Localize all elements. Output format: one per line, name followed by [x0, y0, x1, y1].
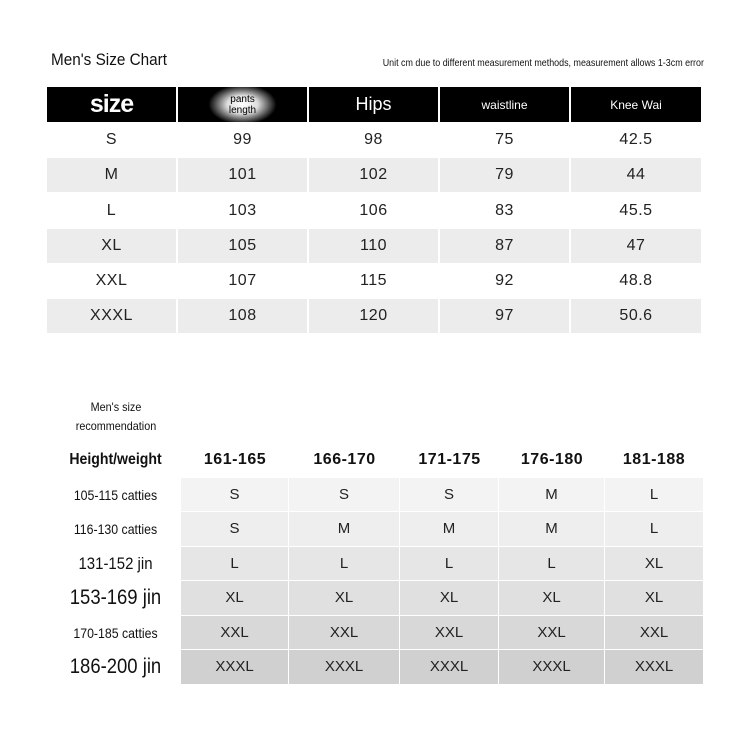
weight-label: 116-130 catties	[73, 521, 158, 538]
table-cell: XL	[47, 229, 176, 263]
header-knee: Knee Wai	[571, 87, 701, 122]
corner-label: Height/weight	[69, 451, 162, 469]
weight-label: 131-152 jin	[78, 553, 153, 573]
recommended-size-cell: XL	[181, 581, 289, 616]
recommended-size-cell: XXXL	[289, 650, 400, 685]
recommended-size-cell: XXL	[499, 616, 605, 651]
table-cell: 79	[440, 158, 569, 192]
recommended-size-cell: S	[400, 478, 499, 513]
size-chart-body	[47, 123, 703, 333]
recommended-size-cell: XXL	[181, 616, 289, 651]
recommendation-row	[50, 478, 703, 513]
recommended-size-cell: M	[289, 512, 400, 547]
table-cell: 75	[495, 131, 514, 149]
recommended-size-cell: L	[181, 547, 289, 582]
recommendation-row	[50, 547, 703, 582]
size-chart-header	[47, 87, 703, 122]
recommended-size-cell: XL	[605, 547, 703, 582]
header-hips: Hips	[309, 87, 438, 122]
table-cell: 92	[495, 271, 514, 289]
measurement-note: Unit cm due to different measurement methods, measurement allows 1-3cm error	[382, 57, 704, 69]
table-cell: M	[47, 158, 176, 192]
table-cell: 115	[359, 271, 387, 289]
recommended-size-cell: XXXL	[181, 650, 289, 685]
recommended-size-cell: L	[499, 547, 605, 582]
recommendation-title	[75, 398, 158, 436]
table-cell: 98	[364, 131, 383, 149]
recommendation-header	[50, 443, 703, 478]
table-cell: 107	[228, 271, 257, 289]
recommendation-row	[50, 581, 703, 616]
size-chart-title: Men's Size Chart	[51, 50, 168, 69]
header-size: size	[47, 87, 176, 122]
table-cell: 44	[571, 158, 701, 192]
weight-label: 153-169 jin	[69, 586, 162, 610]
recommendation-body	[50, 478, 703, 685]
table-cell: 42.5	[619, 131, 653, 149]
recommended-size-cell: L	[605, 512, 703, 547]
table-row	[47, 264, 703, 298]
recommended-size-cell: S	[181, 512, 289, 547]
table-row	[47, 299, 703, 333]
recommended-size-cell: L	[400, 547, 499, 582]
weight-label: 105-115 catties	[73, 486, 158, 503]
recommendation-title-line-2: recommendation	[75, 419, 157, 433]
height-176-180: 176-180	[499, 443, 605, 478]
table-cell: L	[106, 201, 117, 219]
recommended-size-cell: M	[400, 512, 499, 547]
recommended-size-cell: M	[499, 512, 605, 547]
size-chart-table	[47, 87, 703, 333]
table-cell: 50.6	[571, 299, 701, 333]
height-171-175: 171-175	[400, 443, 499, 478]
table-cell: 120	[309, 299, 438, 333]
recommendation-title-line-1: Men's size	[90, 400, 142, 414]
recommended-size-cell: XXXL	[605, 650, 703, 685]
recommended-size-cell: XXL	[605, 616, 703, 651]
table-row	[47, 158, 703, 192]
recommended-size-cell: L	[605, 478, 703, 513]
table-cell: 47	[571, 229, 701, 263]
header-pants-line-1: pants	[230, 93, 255, 105]
weight-label: 186-200 jin	[69, 655, 162, 679]
header-pants-line-2: length	[228, 104, 257, 116]
recommended-size-cell: XXXL	[499, 650, 605, 685]
recommended-size-cell: XL	[605, 581, 703, 616]
table-cell: 101	[178, 158, 307, 192]
table-cell: 108	[178, 299, 307, 333]
table-cell: XXXL	[47, 299, 176, 333]
table-cell: 102	[309, 158, 438, 192]
recommended-size-cell: XXXL	[400, 650, 499, 685]
table-row	[47, 194, 703, 228]
header-waistline: waistline	[440, 87, 569, 122]
table-cell: 83	[495, 201, 514, 219]
height-181-188: 181-188	[605, 443, 703, 478]
weight-label: 170-185 catties	[73, 624, 158, 641]
recommended-size-cell: M	[499, 478, 605, 513]
table-row	[47, 123, 703, 157]
table-cell: S	[105, 131, 118, 149]
recommended-size-cell: S	[289, 478, 400, 513]
recommended-size-cell: XXL	[400, 616, 499, 651]
header-pants-length	[178, 87, 307, 122]
table-cell: 99	[233, 131, 252, 149]
table-cell: 45.5	[619, 201, 653, 219]
height-161-165: 161-165	[181, 443, 289, 478]
table-cell: 110	[309, 229, 438, 263]
table-cell: 103	[228, 201, 257, 219]
recommended-size-cell: L	[289, 547, 400, 582]
recommendation-row	[50, 616, 703, 651]
recommended-size-cell: XL	[289, 581, 400, 616]
table-cell: 106	[359, 201, 388, 219]
recommendation-table	[50, 443, 703, 685]
recommendation-row	[50, 512, 703, 547]
recommended-size-cell: XL	[499, 581, 605, 616]
recommended-size-cell: XL	[400, 581, 499, 616]
recommended-size-cell: S	[181, 478, 289, 513]
table-cell: XXL	[95, 271, 128, 289]
recommended-size-cell: XXL	[289, 616, 400, 651]
table-cell: 105	[178, 229, 307, 263]
table-cell: 48.8	[619, 271, 653, 289]
table-cell: 87	[440, 229, 569, 263]
recommendation-row	[50, 650, 703, 685]
table-cell: 97	[440, 299, 569, 333]
table-row	[47, 229, 703, 263]
height-166-170: 166-170	[289, 443, 400, 478]
